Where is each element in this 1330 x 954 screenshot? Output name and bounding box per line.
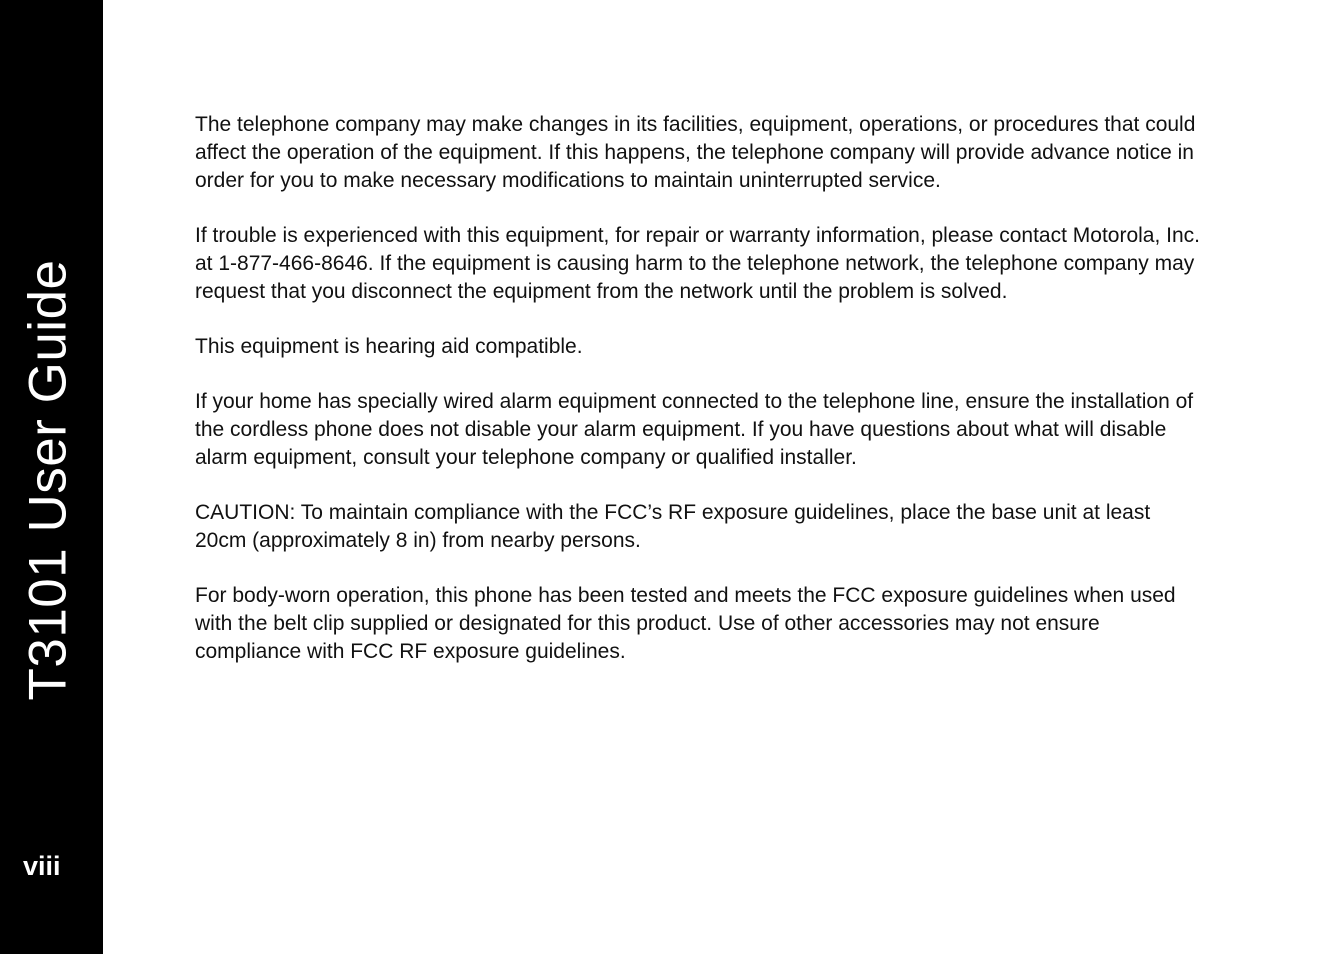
sidebar [0,0,103,954]
page-number: viii [23,851,61,881]
paragraph-alarm-equipment: If your home has specially wired alarm equipment connected to the telephone line, ensure the installation of the cordless phone does not disable your alarm equipment. If you have questions about what will disable alarm equipment, consult your telephone company or qualified installer. [195,390,1194,469]
paragraph-trouble-contact: If trouble is experienced with this equipment, for repair or warranty information, please contact Motorola, Inc. at 1-877-466-8646. If the equipment is causing harm to the telephone network, the telephone company may request that you disconnect the equipment from the network until the problem is solved. [195,224,1200,303]
paragraph-body-worn: For body-worn operation, this phone has been tested and meets the FCC exposure guidelines when used with the belt clip supplied or designated for this product. Use of other accessories may not ensure compliance with FCC RF exposure guidelines. [195,584,1176,663]
paragraph-hearing-aid: This equipment is hearing aid compatible. [195,335,583,358]
paragraph-rf-caution: CAUTION: To maintain compliance with the FCC’s RF exposure guidelines, place the base unit at least 20cm (approximately 8 in) from nearby persons. [195,501,1151,552]
paragraph-facility-changes: The telephone company may make changes in its facilities, equipment, operations, or procedures that could affect the operation of the equipment. If this happens, the telephone company will provide advance notice in order for you to make necessary modifications to maintain uninterrupted service. [195,113,1196,192]
page-content [195,111,1205,693]
guide-title: T3101 User Guide [18,259,78,701]
